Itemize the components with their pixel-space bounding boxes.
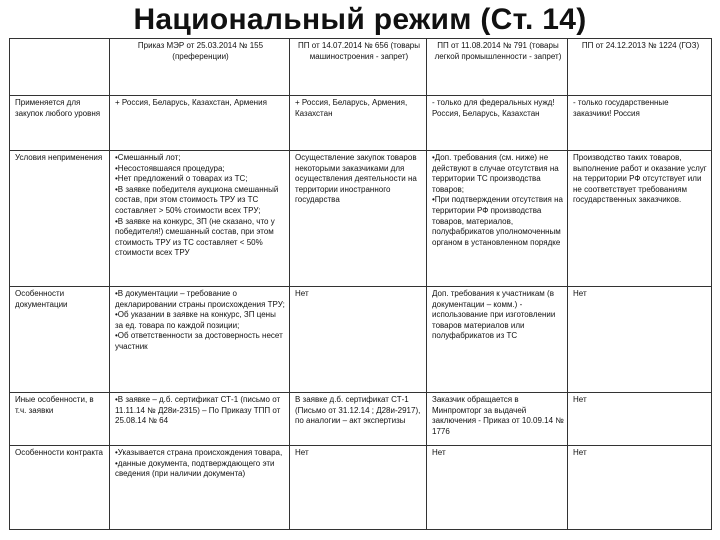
cell-paragraph: •Об ответственности за достоверность несет участник [115,331,283,351]
cell-paragraph: Нет [432,448,446,457]
cell-contract-pp-791 [427,446,568,530]
cell-paragraph: Нет [573,395,587,404]
page-title: Национальный режим (Ст. 14) [133,3,587,36]
table-row [10,96,712,151]
cell-contract-order-155 [110,446,290,530]
header-cell-order-155: Приказ МЭР от 25.03.2014 № 155 (преференции) [110,39,290,96]
cell-other-features-pp-1224 [568,393,712,446]
row-label-applies: Применяется для закупок любого уровня [10,96,110,151]
header-cell-corner [10,39,110,96]
cell-paragraph: •Смешанный лот; [115,153,181,162]
cell-other-features-pp-791 [427,393,568,446]
header-cell-pp-656: ПП от 14.07.2014 № 656 (товары машиностроения - запрет) [290,39,427,96]
cell-paragraph: •При подтверждении отсутствия на территории РФ производства товаров, материалов, полуфабрикатов уполномоченным органом в установленном порядке [432,195,563,247]
header-cell-pp-791: ПП от 11.08.2014 № 791 (товары легкой промышленности - запрет) [427,39,568,96]
cell-paragraph: + Россия, Беларусь, Казахстан, Армения [115,98,267,107]
row-label-other-features: Иные особенности, в т.ч. заявки [10,393,110,446]
cell-paragraph: - только государственные заказчики! Россия [573,98,669,118]
cell-applies-pp-1224 [568,96,712,151]
cell-paragraph: В заявке д.б. сертификат СТ-1 (Письмо от 31.12.14 ; Д28и-2917), по аналогии – акт экспертизы [295,395,421,426]
cell-contract-pp-656 [290,446,427,530]
cell-paragraph: •Об указании в заявке на конкурс, ЗП цены за ед. товара по каждой позиции; [115,310,276,330]
cell-applies-order-155 [110,96,290,151]
cell-paragraph: Нет [295,289,309,298]
cell-paragraph: •Доп. требования (см. ниже) не действуют в случае отсутствия на территории ТС производства товаров; [432,153,559,194]
cell-paragraph: Производство таких товаров, выполнение работ и оказание услуг на территории РФ отсутствует или не соответствует требованиям государственных заказчиков. [573,153,707,205]
cell-non-application-pp-791 [427,151,568,287]
cell-other-features-pp-656 [290,393,427,446]
cell-paragraph: Нет [295,448,309,457]
cell-paragraph: •В заявке победителя аукциона смешанный состав, при этом стоимость ТРУ из ТС составляет > 50% стоимости всех ТРУ; [115,184,279,215]
table-row [10,446,712,530]
cell-paragraph: •В документации – требование о декларировании страны происхождения ТРУ; [115,289,285,309]
cell-documentation-order-155 [110,287,290,393]
cell-paragraph: •В заявке – д.б. сертификат СТ-1 (письмо от 11.11.14 № Д28и-2315) – По Приказу ТПП от 25.08.14 № 64 [115,395,281,426]
cell-paragraph: + Россия, Беларусь, Армения, Казахстан [295,98,408,118]
cell-paragraph: - только для федеральных нужд! Россия, Беларусь, Казахстан [432,98,555,118]
cell-applies-pp-791 [427,96,568,151]
cell-non-application-pp-1224 [568,151,712,287]
cell-paragraph: Нет [573,289,587,298]
header-row [10,39,712,96]
table-row [10,393,712,446]
cell-non-application-order-155 [110,151,290,287]
header-cell-pp-1224: ПП от 24.12.2013 № 1224 (ГОЗ) [568,39,712,96]
cell-paragraph: •Указывается страна происхождения товара, [115,448,283,457]
row-label-non-application: Условия неприменения [10,151,110,287]
table-row [10,287,712,393]
row-label-contract: Особенности контракта [10,446,110,530]
cell-documentation-pp-1224 [568,287,712,393]
national-regime-table [9,38,712,530]
cell-paragraph: •Нет предложений о товарах из ТС; [115,174,248,184]
cell-applies-pp-656 [290,96,427,151]
cell-paragraph: Нет [573,448,587,457]
cell-paragraph: Осуществление закупок товаров некоторыми заказчиками для осуществления деятельности на территории иностранного государства [295,153,417,205]
row-label-documentation: Особенности документации [10,287,110,393]
table-row [10,151,712,287]
cell-paragraph: •данные документа, подтверждающего эти сведения (при наличии документа) [115,458,275,479]
cell-paragraph: •Несостоявшаяся процедура; [115,163,225,173]
cell-documentation-pp-656 [290,287,427,393]
cell-other-features-order-155 [110,393,290,446]
cell-paragraph: •В заявке на конкурс, ЗП (не сказано, что у победителя!) смешанный состав, при этом стоимость ТРУ из ТС составляет < 50% стоимости всех ТРУ [115,216,275,258]
cell-paragraph: Доп. требования к участникам (в документации – комм.) - использование при изготовлении товаров материалов или полуфабрикатов из ТС [432,289,556,341]
cell-contract-pp-1224 [568,446,712,530]
cell-documentation-pp-791 [427,287,568,393]
cell-paragraph: Заказчик обращается в Минпромторг за выдачей заключения - Приказ от 10.09.14 № 1776 [432,395,564,436]
cell-non-application-pp-656 [290,151,427,287]
